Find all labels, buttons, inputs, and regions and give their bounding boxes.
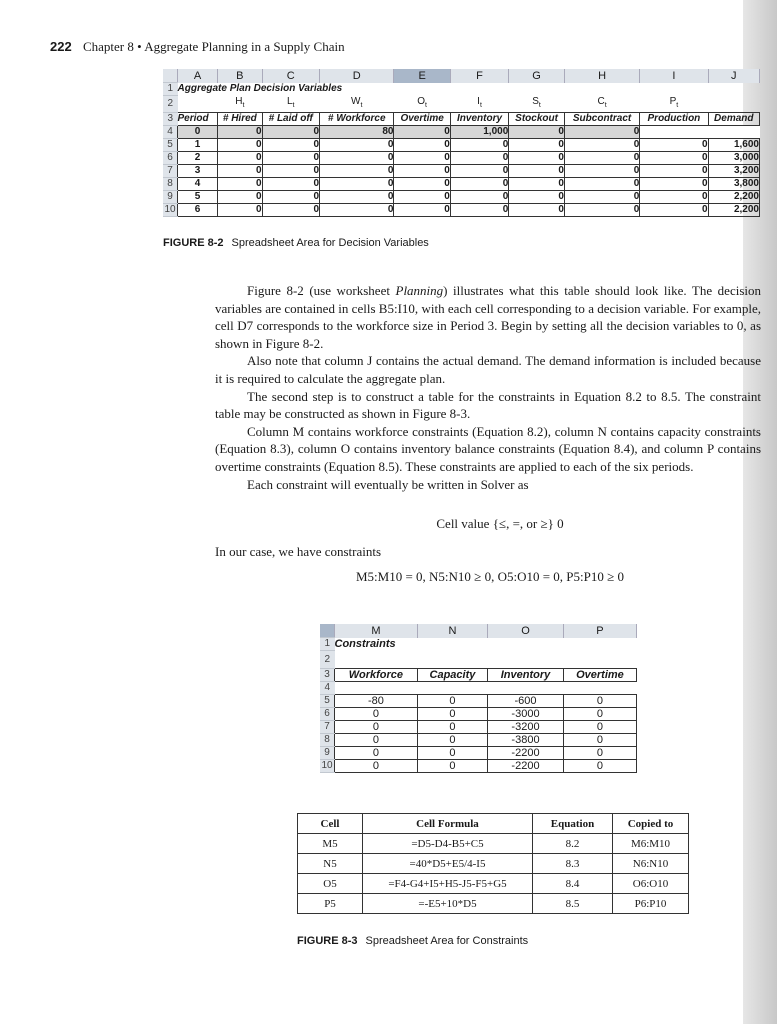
row-number: 8	[320, 734, 335, 747]
symbol-workforce: $W_t$	[351, 95, 363, 109]
cell: 0	[394, 125, 450, 138]
cell: 0	[262, 190, 320, 203]
cell: 0	[509, 138, 565, 151]
table-row	[320, 721, 637, 734]
table-row	[320, 695, 637, 708]
cell: 0	[640, 138, 708, 151]
col-letter: D	[320, 69, 394, 83]
cell: 0	[218, 203, 262, 216]
symbol-inventory: $I_t$	[477, 95, 482, 109]
cell: 0	[394, 138, 450, 151]
running-title: Chapter 8 • Aggregate Planning in a Supply Chain	[82, 39, 345, 54]
blank-cell	[708, 96, 759, 113]
cell: =40*D5+E5/4-I5	[363, 854, 533, 874]
cell: 0	[640, 177, 708, 190]
row-number: 9	[163, 190, 178, 203]
solver-equation: Cell value {≤, =, or ≥} 0	[436, 516, 564, 531]
cell: 4	[178, 177, 218, 190]
cell: 0	[218, 190, 262, 203]
symbol-overtime: $O_t$	[417, 95, 427, 109]
cell: 0	[450, 138, 508, 151]
figure-8-2-caption	[163, 237, 429, 249]
cell: 0	[320, 177, 394, 190]
cell	[640, 125, 708, 138]
table-row	[298, 894, 689, 914]
cell: 0	[262, 151, 320, 164]
row-number: 8	[163, 177, 178, 190]
label-workforce: # Workforce	[320, 112, 394, 125]
table-row	[298, 874, 689, 894]
figure-title: Spreadsheet Area for Constraints	[365, 935, 529, 947]
table-row	[163, 125, 760, 138]
col-letter: N	[417, 624, 487, 638]
cell: 2,200	[708, 203, 759, 216]
cell: 0	[450, 151, 508, 164]
paragraph: The second step is to construct a table for the constraints in Equation 8.2 to 8.5. The constraint table may be constructed as shown in Figure 8-3.	[215, 388, 761, 422]
label-row	[163, 112, 760, 125]
cell: 8.3	[533, 854, 613, 874]
cell: 0	[564, 151, 639, 164]
row-number: 2	[320, 651, 335, 669]
row-number: 5	[320, 695, 335, 708]
col-letter: H	[564, 69, 639, 83]
figure-title: Spreadsheet Area for Decision Variables	[231, 237, 429, 249]
label-overtime: Overtime	[563, 669, 636, 682]
cell: 0	[564, 125, 639, 138]
header-formula: Cell Formula	[363, 814, 533, 834]
constraints-equation: M5:M10 = 0, N5:N10 ≥ 0, O5:O10 = 0, P5:P10 ≥ 0	[355, 569, 624, 584]
table-row	[320, 760, 637, 773]
cell: 0	[564, 190, 639, 203]
row-number: 9	[320, 747, 335, 760]
paragraph: Figure 8-2 (use worksheet Planning) illustrates what this table should look like. The decision variables are contained in cells B5:I10, with each cell corresponding to a decision variable. For example, cell D7 corresponds to the workforce size in Period 3. Begin by setting all the decision variables to 0, as shown in Figure 8-2.	[215, 283, 761, 351]
cell: =-E5+10*D5	[363, 894, 533, 914]
constraints-sheet	[320, 624, 637, 773]
table-row	[320, 734, 637, 747]
cell: 80	[320, 125, 394, 138]
paragraph: Also note that column J contains the actual demand. The demand information is included because it is required to calculate the aggregate plan.	[215, 353, 761, 386]
row-number: 5	[163, 138, 178, 151]
cell: 0	[320, 190, 394, 203]
label-overtime: Overtime	[394, 112, 450, 125]
cell: 0	[394, 177, 450, 190]
label-hired: # Hired	[218, 112, 262, 125]
label-row	[320, 669, 637, 682]
col-letter: A	[178, 69, 218, 83]
cell: 0	[262, 164, 320, 177]
symbol-subcontract: $C_t$	[597, 95, 607, 109]
paragraph: Column M contains workforce constraints (Equation 8.2), column N contains capacity constraints (Equation 8.3), column O contains inventory balance constraints (Equation 8.4), and column P contains overtime constraints (Equation 8.5). These constraints are applied to each of the six periods.	[215, 423, 761, 474]
col-letter: E	[394, 69, 450, 83]
cell: 0	[218, 177, 262, 190]
cell	[708, 125, 759, 138]
blank-cell	[178, 96, 218, 113]
cell: 0	[320, 151, 394, 164]
cell: 8.4	[533, 874, 613, 894]
label-demand: Demand	[708, 112, 759, 125]
cell: 0	[450, 164, 508, 177]
cell: N5	[298, 854, 363, 874]
cell: 0	[320, 138, 394, 151]
cell: 0	[450, 203, 508, 216]
col-letter: B	[218, 69, 262, 83]
row-number: 7	[320, 721, 335, 734]
cell: 0	[450, 177, 508, 190]
label-inventory: Inventory	[450, 112, 508, 125]
cell: 0	[178, 125, 218, 138]
column-header-row	[320, 624, 637, 638]
cell: 0	[417, 734, 487, 747]
table-row	[163, 138, 760, 151]
cell: 0	[509, 164, 565, 177]
cell: 0	[509, 125, 565, 138]
cell: 0	[417, 760, 487, 773]
cell: 0	[509, 177, 565, 190]
cell: 0	[640, 151, 708, 164]
cell: 0	[450, 190, 508, 203]
col-letter: J	[708, 69, 759, 83]
cell: 0	[564, 138, 639, 151]
cell: 0	[563, 747, 636, 760]
page-number: 222	[50, 39, 72, 54]
corner-cell	[163, 69, 178, 83]
cell: O6:O10	[613, 874, 689, 894]
cell: 0	[218, 125, 262, 138]
cell: 1,600	[708, 138, 759, 151]
row-number: 10	[321, 760, 333, 771]
cell: -2200	[488, 747, 564, 760]
paragraph: In our case, we have constraints	[215, 544, 382, 559]
table-row	[163, 190, 760, 203]
cell: 8.5	[533, 894, 613, 914]
header-cell: Cell	[298, 814, 363, 834]
cell: 0	[218, 151, 262, 164]
sheet-title: Aggregate Plan Decision Variables	[177, 83, 343, 94]
corner-cell	[320, 624, 335, 638]
cell: =F4-G4+I5+H5-J5-F5+G5	[363, 874, 533, 894]
cell: 0	[564, 203, 639, 216]
cell: 0	[563, 760, 636, 773]
col-letter: F	[450, 69, 508, 83]
table-row	[163, 151, 760, 164]
figure-8-3-caption	[297, 935, 528, 947]
cell: 0	[563, 708, 636, 721]
cell: 0	[394, 203, 450, 216]
cell: N6:N10	[613, 854, 689, 874]
formula-header-row	[298, 814, 689, 834]
cell: 0	[417, 747, 487, 760]
cell: 0	[218, 164, 262, 177]
cell: -80	[335, 695, 418, 708]
cell: 0	[262, 125, 320, 138]
cell: -3000	[488, 708, 564, 721]
cell: 0	[262, 203, 320, 216]
table-row	[163, 177, 760, 190]
paragraph: Each constraint will eventually be written in Solver as	[247, 476, 529, 492]
col-letter: I	[640, 69, 708, 83]
col-letter: O	[488, 624, 564, 638]
cell: 0	[335, 760, 418, 773]
symbol-production: $P_t$	[669, 95, 679, 109]
row-number: 2	[163, 96, 178, 113]
cell-formula-table	[297, 813, 689, 914]
col-letter: C	[262, 69, 320, 83]
cell: 0	[509, 151, 565, 164]
header-equation: Equation	[533, 814, 613, 834]
table-row	[163, 164, 760, 177]
cell: 2,200	[708, 190, 759, 203]
label-period: Period	[178, 112, 218, 125]
cell: 6	[178, 203, 218, 216]
cell: 0	[563, 734, 636, 747]
cell: 3,200	[708, 164, 759, 177]
column-header-row	[163, 69, 760, 83]
cell: -2200	[488, 760, 564, 773]
col-letter: M	[335, 624, 418, 638]
table-row	[298, 834, 689, 854]
label-workforce: Workforce	[335, 669, 418, 682]
cell: 0	[564, 177, 639, 190]
blank-row	[320, 682, 637, 695]
cell: 0	[417, 721, 487, 734]
cell: 0	[320, 203, 394, 216]
row-number: 4	[320, 682, 335, 695]
cell: 1,000	[450, 125, 508, 138]
cell: 3,800	[708, 177, 759, 190]
cell: 0	[335, 734, 418, 747]
cell: 0	[335, 708, 418, 721]
symbol-stockout: $S_t$	[532, 95, 541, 109]
cell: 0	[262, 177, 320, 190]
cell: 0	[335, 747, 418, 760]
cell: P6:P10	[613, 894, 689, 914]
cell: 0	[563, 721, 636, 734]
cell: 0	[640, 164, 708, 177]
cell: 0	[394, 164, 450, 177]
cell: 0	[564, 164, 639, 177]
cell: 0	[394, 151, 450, 164]
symbol-laidoff: $L_t$	[286, 95, 295, 109]
body-text-2	[215, 543, 761, 561]
label-production: Production	[640, 112, 708, 125]
row-number: 7	[163, 164, 178, 177]
running-header	[50, 39, 345, 55]
cell: 0	[417, 695, 487, 708]
cell: 5	[178, 190, 218, 203]
sheet-title: Constraints	[334, 638, 396, 650]
cell: 0	[218, 138, 262, 151]
label-stockout: Stockout	[509, 112, 565, 125]
cell: 0	[640, 203, 708, 216]
table-row	[298, 854, 689, 874]
title-row	[163, 83, 760, 96]
cell: 0	[335, 721, 418, 734]
cell: 0	[509, 190, 565, 203]
label-subcontract: Subcontract	[564, 112, 639, 125]
cell: P5	[298, 894, 363, 914]
cell: 0	[563, 695, 636, 708]
row-number: 3	[163, 112, 178, 125]
label-laidoff: # Laid off	[262, 112, 320, 125]
cell: 1	[178, 138, 218, 151]
cell: -600	[488, 695, 564, 708]
cell: 0	[509, 203, 565, 216]
row-number: 4	[163, 125, 178, 138]
cell: 0	[262, 138, 320, 151]
row-number: 3	[320, 669, 335, 682]
cell: M6:M10	[613, 834, 689, 854]
cell: 0	[394, 190, 450, 203]
cell: -3200	[488, 721, 564, 734]
cell: -3800	[488, 734, 564, 747]
symbol-row	[163, 96, 760, 113]
symbol-hired: $H_t$	[235, 95, 245, 109]
table-row	[163, 203, 760, 216]
col-letter: P	[563, 624, 636, 638]
header-copied-to: Copied to	[613, 814, 689, 834]
row-number: 6	[320, 708, 335, 721]
cell: 8.2	[533, 834, 613, 854]
cell: =D5-D4-B5+C5	[363, 834, 533, 854]
label-inventory: Inventory	[488, 669, 564, 682]
cell: M5	[298, 834, 363, 854]
cell: O5	[298, 874, 363, 894]
decision-variables-sheet	[163, 69, 760, 217]
body-text	[215, 282, 761, 493]
cell: 2	[178, 151, 218, 164]
label-capacity: Capacity	[417, 669, 487, 682]
blank-cell	[335, 682, 637, 695]
blank-row	[320, 651, 637, 669]
title-row	[320, 638, 637, 651]
cell: 0	[417, 708, 487, 721]
cell: 3	[178, 164, 218, 177]
blank-cell	[335, 651, 637, 669]
cell: 0	[320, 164, 394, 177]
row-number: 10	[164, 203, 176, 215]
figure-label: FIGURE 8-2	[163, 237, 224, 249]
row-number: 1	[320, 638, 335, 651]
col-letter: G	[509, 69, 565, 83]
cell: 0	[640, 190, 708, 203]
cell: 3,000	[708, 151, 759, 164]
table-row	[320, 747, 637, 760]
figure-label: FIGURE 8-3	[297, 935, 358, 947]
row-number: 6	[163, 151, 178, 164]
row-number: 1	[163, 83, 178, 96]
table-row	[320, 708, 637, 721]
